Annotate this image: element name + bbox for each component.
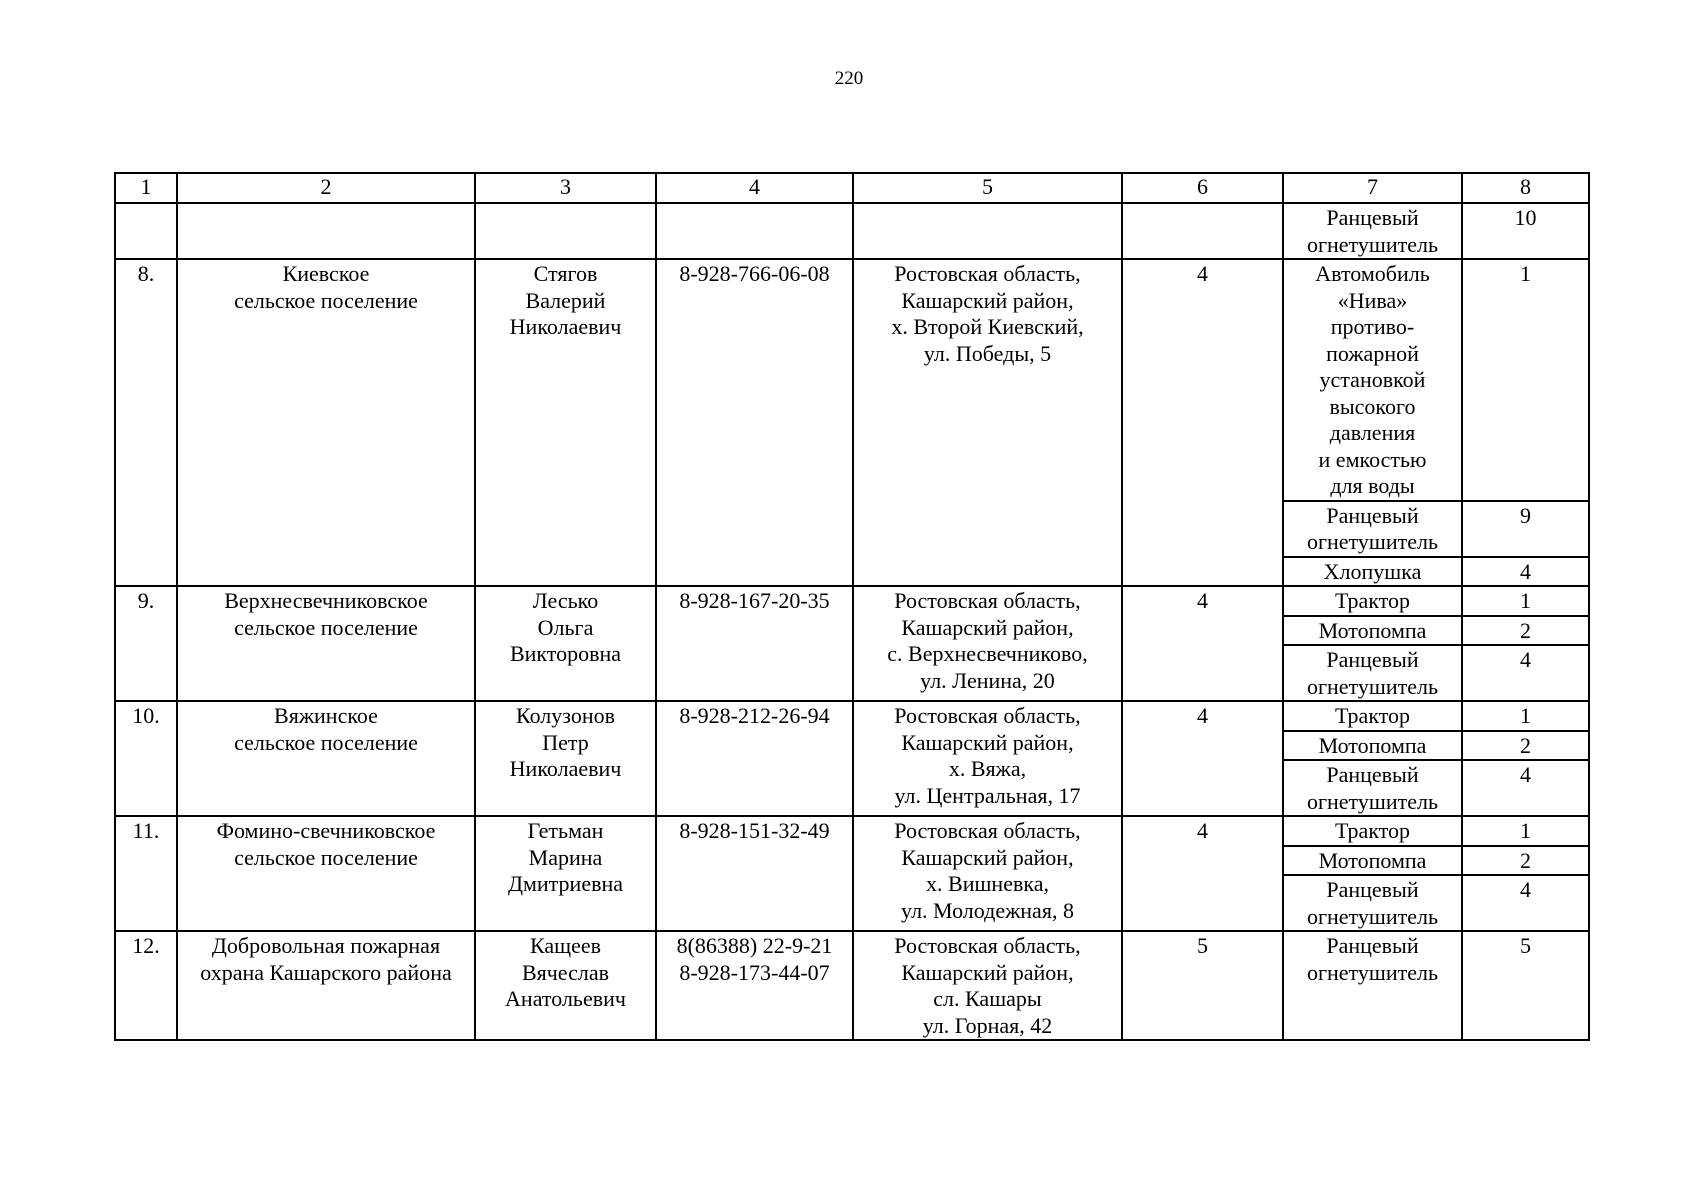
settlement-name-cell [177,931,475,1040]
equipment-cell [1283,875,1462,931]
phone-cell [656,259,853,586]
cell-line: Ростовская область, [894,818,1081,843]
row-number-cell: 12. [115,931,177,1040]
address-cell [853,259,1122,586]
cell-line: противо- [1330,314,1415,339]
cell-line: ул. Центральная, 17 [894,782,1081,808]
cell-line: Валерий [525,287,606,313]
cell-line: Добровольная пожарная [211,933,441,958]
empty-cell [1122,203,1283,259]
cell-line: Мотопомпа [1318,732,1427,758]
equipment-cell [1283,701,1462,731]
cell-line: Автомобиль [1315,261,1430,286]
cell-line: Петр [542,729,589,755]
cell-line: ул. Победы, 5 [923,340,1052,366]
cell-line: огнетушитель [1307,959,1438,985]
settlement-name-cell [177,816,475,931]
cell-line: огнетушитель [1307,788,1438,814]
cell-line: 8-928-212-26-94 [679,703,830,728]
cell-line: Мотопомпа [1318,847,1427,873]
cell-line: Кашарский район, [901,959,1074,985]
cell-line: 8-928-151-32-49 [679,818,830,843]
quantity-cell: 1 [1462,259,1589,501]
header-cell: 2 [177,173,475,203]
header-cell: 5 [853,173,1122,203]
responsible-person-cell [475,931,656,1040]
cell-line: сельское поселение [234,729,418,755]
address-cell [853,586,1122,701]
page-number: 220 [834,68,864,89]
registry-table [114,172,1590,1041]
cell-line: Ростовская область, [894,703,1081,728]
cell-line: Ранцевый [1326,502,1419,528]
table-row [115,586,1589,616]
cell-line: Дмитриевна [507,871,624,896]
quantity-cell: 1 [1462,701,1589,731]
quantity-cell: 4 [1462,557,1589,587]
cell-line: Киевское [282,261,370,286]
cell-line: Ростовская область, [894,261,1081,286]
cell-line: ул. Молодежная, 8 [901,897,1074,923]
count-cell: 4 [1122,259,1283,586]
cell-line: Ранцевый [1326,205,1419,230]
cell-line: х. Второй Киевский, [891,314,1084,339]
cell-line: огнетушитель [1307,673,1438,699]
row-number-cell: 11. [115,816,177,931]
row-number-cell: 10. [115,701,177,816]
cell-line: Анатольевич [505,986,626,1011]
equipment-cell [1283,760,1462,816]
quantity-cell: 10 [1462,203,1589,259]
cell-line: Лесько [532,588,599,613]
cell-line: огнетушитель [1307,903,1438,929]
table-body [115,173,1589,1040]
cell-line: сельское поселение [234,614,418,640]
equipment-cell [1283,259,1462,501]
address-cell [853,701,1122,816]
cell-line: Трактор [1334,703,1411,728]
responsible-person-cell [475,701,656,816]
cell-line: «Нива» [1337,287,1408,313]
cell-line: сельское поселение [234,844,418,870]
header-row [115,173,1589,203]
row-number-cell: 8. [115,259,177,586]
empty-cell [115,203,177,259]
equipment-cell [1283,557,1462,587]
empty-cell [475,203,656,259]
responsible-person-cell [475,259,656,586]
cell-line: Стягов [533,261,598,286]
cell-line: ул. Ленина, 20 [920,667,1055,693]
quantity-cell: 2 [1462,731,1589,761]
address-cell [853,931,1122,1040]
phone-cell [656,586,853,701]
address-cell [853,816,1122,931]
cell-line: охрана Кашарского района [200,959,452,985]
cell-line: Мотопомпа [1318,617,1427,643]
settlement-name-cell [177,259,475,586]
responsible-person-cell [475,586,656,701]
cell-line: Кащеев [529,933,601,958]
cell-line: Колузонов [516,703,615,728]
cell-line: Хлопушка [1323,558,1422,584]
cell-line: ул. Горная, 42 [922,1012,1053,1038]
table-row [115,701,1589,731]
table-row [115,259,1589,501]
cell-line: Ростовская область, [894,933,1081,958]
quantity-cell: 9 [1462,501,1589,557]
cell-line: х. Вишневка, [926,871,1049,896]
table-row [115,931,1589,1040]
cell-line: для воды [1330,473,1415,498]
empty-cell [853,203,1122,259]
header-cell: 6 [1122,173,1283,203]
quantity-cell: 1 [1462,586,1589,616]
equipment-cell [1283,816,1462,846]
cell-line: высокого [1329,393,1416,419]
cell-line: Ранцевый [1326,647,1419,672]
cell-line: Фомино-свечниковское [216,818,436,843]
cell-line: Гетьман [527,818,604,843]
empty-cell [656,203,853,259]
cell-line: Кашарский район, [901,844,1074,870]
cell-line: огнетушитель [1307,231,1438,257]
cell-line: Викторовна [509,641,622,666]
count-cell: 4 [1122,586,1283,701]
cell-line: Трактор [1334,588,1411,613]
cell-line: 8-928-167-20-35 [679,588,830,613]
cell-line: Трактор [1334,818,1411,843]
cell-line: 8-928-766-06-08 [679,261,830,286]
equipment-cell [1283,731,1462,761]
row-number-cell: 9. [115,586,177,701]
quantity-cell: 4 [1462,645,1589,701]
header-cell: 7 [1283,173,1462,203]
cell-line: 8-928-173-44-07 [679,959,830,985]
quantity-cell: 4 [1462,875,1589,931]
cell-line: пожарной [1326,340,1419,366]
cell-line: Ранцевый [1326,877,1419,902]
equipment-cell [1283,203,1462,259]
cell-line: х. Вяжа, [948,756,1027,781]
cell-line: Ростовская область, [894,588,1081,613]
quantity-cell: 4 [1462,760,1589,816]
cell-line: давления [1329,420,1416,445]
cell-line: 8(86388) 22-9-21 [676,933,833,958]
settlement-name-cell [177,586,475,701]
equipment-cell [1283,931,1462,1040]
cell-line: Ранцевый [1326,762,1419,787]
cell-line: Вяжинское [274,703,378,728]
empty-cell [177,203,475,259]
phone-cell [656,931,853,1040]
cell-line: Вячеслав [521,959,610,985]
count-cell: 5 [1122,931,1283,1040]
cell-line: с. Верхнесвечниково, [887,641,1088,666]
equipment-cell [1283,616,1462,646]
continuation-row [115,203,1589,259]
count-cell: 4 [1122,816,1283,931]
cell-line: Верхнесвечниковское [224,588,428,613]
phone-cell [656,701,853,816]
cell-line: и емкостью [1318,446,1427,472]
quantity-cell: 5 [1462,931,1589,1040]
cell-line: Николаевич [509,314,622,339]
header-cell: 4 [656,173,853,203]
equipment-cell [1283,846,1462,876]
cell-line: Кашарский район, [901,287,1074,313]
quantity-cell: 1 [1462,816,1589,846]
phone-cell [656,816,853,931]
count-cell: 4 [1122,701,1283,816]
table-row [115,816,1589,846]
header-cell: 8 [1462,173,1589,203]
cell-line: Кашарский район, [901,729,1074,755]
quantity-cell: 2 [1462,616,1589,646]
cell-line: огнетушитель [1307,529,1438,554]
cell-line: Николаевич [509,756,622,781]
cell-line: сельское поселение [234,287,418,313]
equipment-cell [1283,501,1462,557]
cell-line: Марина [528,844,603,870]
responsible-person-cell [475,816,656,931]
cell-line: установкой [1319,367,1426,392]
equipment-cell [1283,586,1462,616]
quantity-cell: 2 [1462,846,1589,876]
header-cell: 1 [115,173,177,203]
cell-line: сл. Кашары [933,986,1042,1011]
cell-line: Кашарский район, [901,614,1074,640]
cell-line: Ольга [537,614,594,640]
equipment-cell [1283,645,1462,701]
header-cell: 3 [475,173,656,203]
cell-line: Ранцевый [1326,933,1419,958]
settlement-name-cell [177,701,475,816]
